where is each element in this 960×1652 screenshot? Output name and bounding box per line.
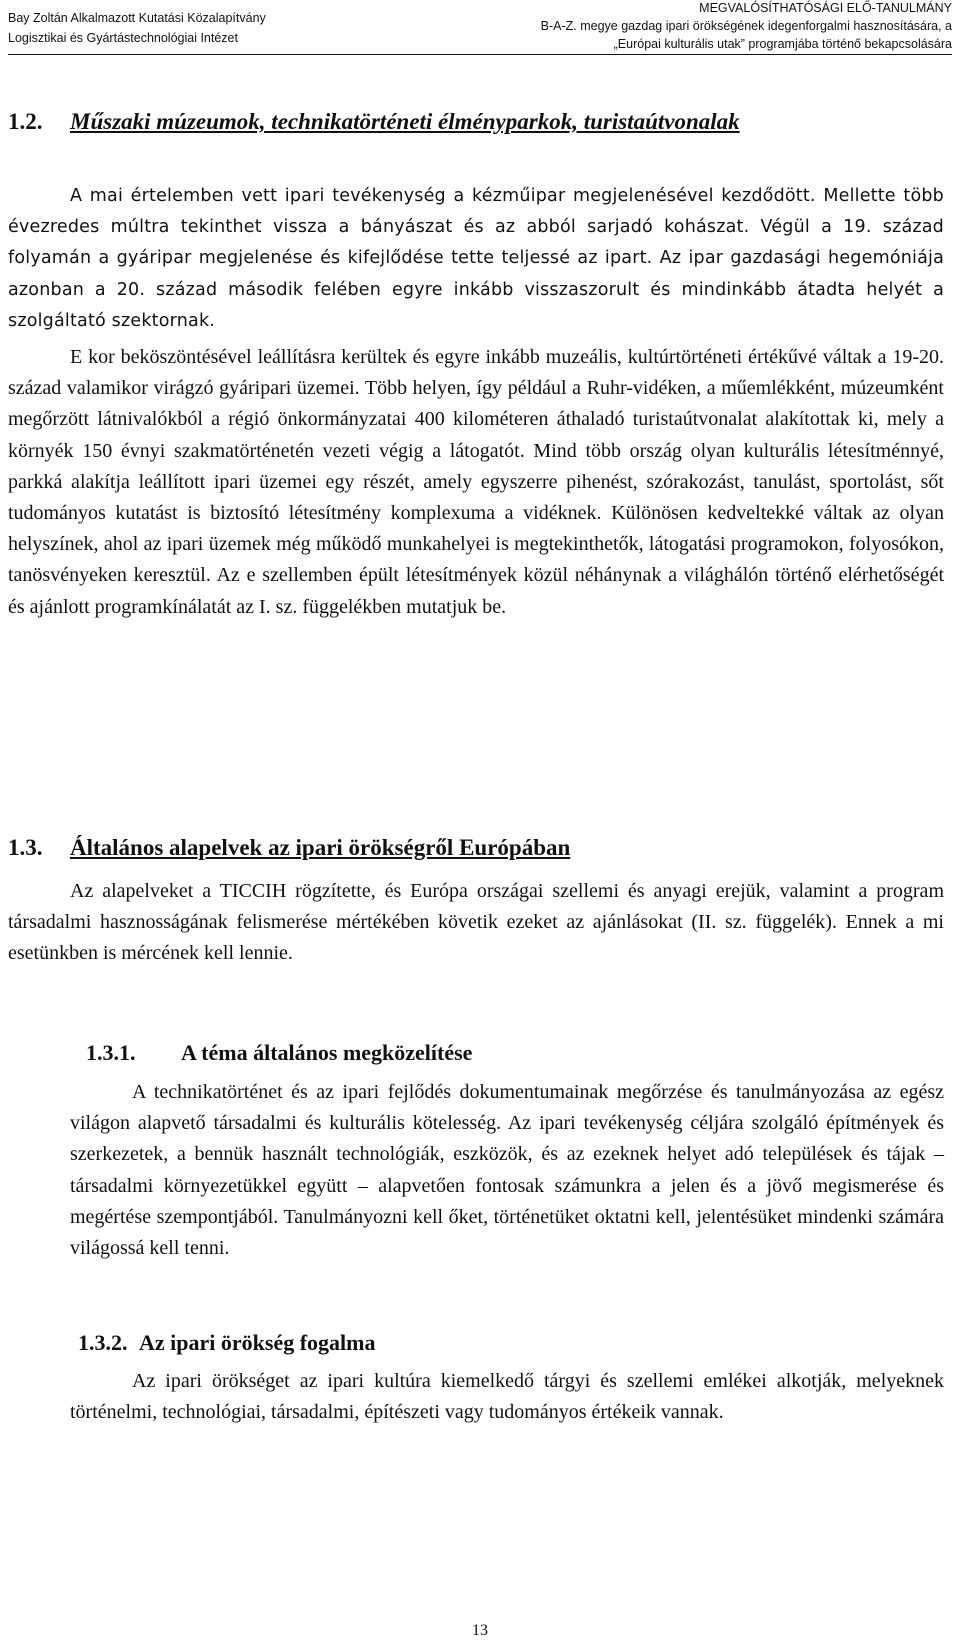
paragraph: A technikatörténet és az ipari fejlődés dokumentumainak megőrzése és tanulmányozása az egész világon alapvető társadalmi és kulturális kötelesség. Az ipari tevékenység céljára szolgáló építmények és szerkezetek, a bennük használt technológiák, eszközök, és az ezeknek helyet adó települések és tájak – társadalmi környezetükkel együtt – alapvetően fontosak számunkra a jelen és a jövő megismerése és megértése szempontjából. Tanulmányozni kell őket, történetüket oktatni kell, jelentésüket mindenki számára világossá kell tenni. <box>70 1081 944 1260</box>
header-org-line2: Logisztikai és Gyártástechnológiai Intézet <box>8 31 238 45</box>
subsection-number: 1.3.2. <box>78 1330 128 1355</box>
header-divider <box>8 54 952 55</box>
header-doc-type: MEGVALÓSÍTHATÓSÁGI ELŐ-TANULMÁNY <box>699 1 952 15</box>
section-number: 1.3. <box>8 835 43 860</box>
subsection-heading-1-3-1 <box>86 1038 472 1068</box>
section-title: Műszaki múzeumok, technikatörténeti élményparkok, turistaútvonalak <box>70 109 740 134</box>
header-subject-line2: „Európai kulturális utak” programjába történő bekapcsolására <box>613 37 952 51</box>
header-subject-line1: B-A-Z. megye gazdag ipari örökségének idegenforgalmi hasznosítására, a <box>540 19 952 33</box>
paragraph: A mai értelemben vett ipari tevékenység a kézműipar megjelenésével kezdődött. Mellette több évezredes múltra tekinthet vissza a bányászat és az abból sarjadó kohászat. Végül a 19. század folyamán a gyáripar megjelenése és kifejlődése tette teljessé az ipart. Az ipar gazdasági hegemóniája azonban a 20. század második felében egyre inkább visszaszorult és mindinkább átadta helyét a szolgáltató szektornak. <box>8 186 944 331</box>
paragraph: E kor beköszöntésével leállításra kerültek és egyre inkább muzeális, kultúrtörténeti értékűvé váltak a 19-20. század valamikor virágzó gyáripari üzemei. Több helyen, így például a Ruhr-vidéken, a műemlékként, múzeumként megőrzött látnivalókból a régió önkormányzatai 400 kilométeren áthaladó turistaútvonalat alakítottak ki, mely a környék 150 évnyi szakmatörténetén vezeti végig a látogatót. Mind több ország olyan kulturális létesítménnyé, parkká alakítja leállított ipari üzemei egy részét, amely egyszerre pihenést, szórakozást, tanulást, sportolást, sőt tudományos kutatást is biztosító létesítmény komplexuma a vidéknek. Különösen kedveltekké váltak az olyan helyszínek, ahol az ipari üzemek még működő munkahelyei is megtekinthetők, látogatási programokon, folyosókon, tanösvényeken keresztül. Az e szellemben épült létesítmények közül néhánynak a világhálón történő elérhetőségét és ajánlott programkínálatát az I. sz. függelékben mutatjuk be. <box>8 346 944 618</box>
paragraph: Az ipari örökséget az ipari kultúra kiemelkedő tárgyi és szellemi emlékei alkotják, melyeknek történelmi, technológiai, társadalmi, építészeti vagy tudományos értékeik vannak. <box>70 1370 944 1424</box>
subsection-title: A téma általános megközelítése <box>181 1040 473 1065</box>
subsection-title: Az ipari örökség fogalma <box>139 1330 376 1355</box>
header-org-line1: Bay Zoltán Alkalmazott Kutatási Közalapítvány <box>8 11 266 25</box>
section-number: 1.2. <box>8 109 43 134</box>
subsection-heading-1-3-2 <box>78 1328 375 1358</box>
subsection-number: 1.3.1. <box>86 1040 136 1065</box>
section-title: Általános alapelvek az ipari örökségről Európában <box>70 835 571 860</box>
page-number: 13 <box>472 1622 488 1639</box>
paragraph: Az alapelveket a TICCIH rögzítette, és Európa országai szellemi és anyagi erejük, valamint a program társadalmi hasznosságának felismerése mértékében követik ezeket az ajánlásokat (II. sz. függelék). Ennek a mi esetünkben is mércének kell lennie. <box>8 880 944 965</box>
